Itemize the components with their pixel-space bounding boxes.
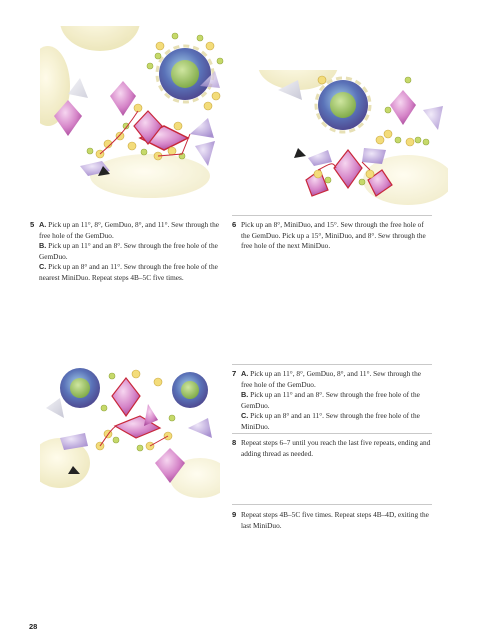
part-a-label: A.: [39, 220, 47, 229]
part-a-text: Pick up an 11°, 8°, GemDuo, 8°, and 11°. Sew through the free hole of the GemDuo.: [39, 220, 219, 240]
step-number: 8: [232, 438, 237, 447]
part-c-label: C.: [39, 262, 47, 272]
step-number: 7: [232, 369, 237, 378]
part-c-label: C.: [241, 411, 249, 421]
step-9: [232, 510, 432, 531]
step-number: 6: [232, 220, 237, 229]
part-c-text: Pick up an 8° and an 11°. Sew through the free hole of the MiniDuo.: [241, 411, 420, 431]
figure-step-7: [40, 368, 220, 498]
part-c-text: Pick up an 8° and an 11°. Sew through the free hole of the nearest MiniDuo. Repeat steps 4B–5C five times.: [39, 262, 218, 282]
divider: [232, 504, 432, 505]
step-text: Pick up an 8°, MiniDuo, and 15°. Sew through the free hole of the GemDuo. Pick up a 15°, MiniDuo, and 8°. Sew through the free hole of the next MiniDuo.: [241, 220, 426, 251]
step-number: 5: [30, 220, 35, 229]
step-5: [30, 220, 232, 284]
page-number: 28: [29, 622, 38, 631]
part-b-text: Pick up an 11° and an 8°. Sew through the free hole of the GemDuo.: [241, 390, 420, 410]
part-a-label: A.: [241, 369, 249, 378]
part-b-text: Pick up an 11° and an 8°. Sew through the free hole of the GemDuo.: [39, 241, 218, 261]
figure-step-5: [40, 26, 235, 206]
step-text: Repeat steps 6–7 until you reach the last five repeats, ending and adding thread as needed.: [241, 438, 431, 458]
figure-step-6: [258, 70, 448, 205]
divider: [232, 215, 432, 216]
step-text: Repeat steps 4B–5C five times. Repeat steps 4B–4D, exiting the last MiniDuo.: [241, 510, 429, 530]
step-8: [232, 438, 432, 459]
divider: [232, 433, 432, 434]
part-b-label: B.: [39, 241, 47, 251]
part-a-text: Pick up an 11°, 8°, GemDuo, 8°, and 11°. Sew through the free hole of the GemDuo.: [241, 369, 421, 389]
step-6: [232, 220, 432, 252]
divider: [232, 364, 432, 365]
step-7: [232, 369, 432, 433]
step-number: 9: [232, 510, 237, 519]
part-b-label: B.: [241, 390, 249, 400]
